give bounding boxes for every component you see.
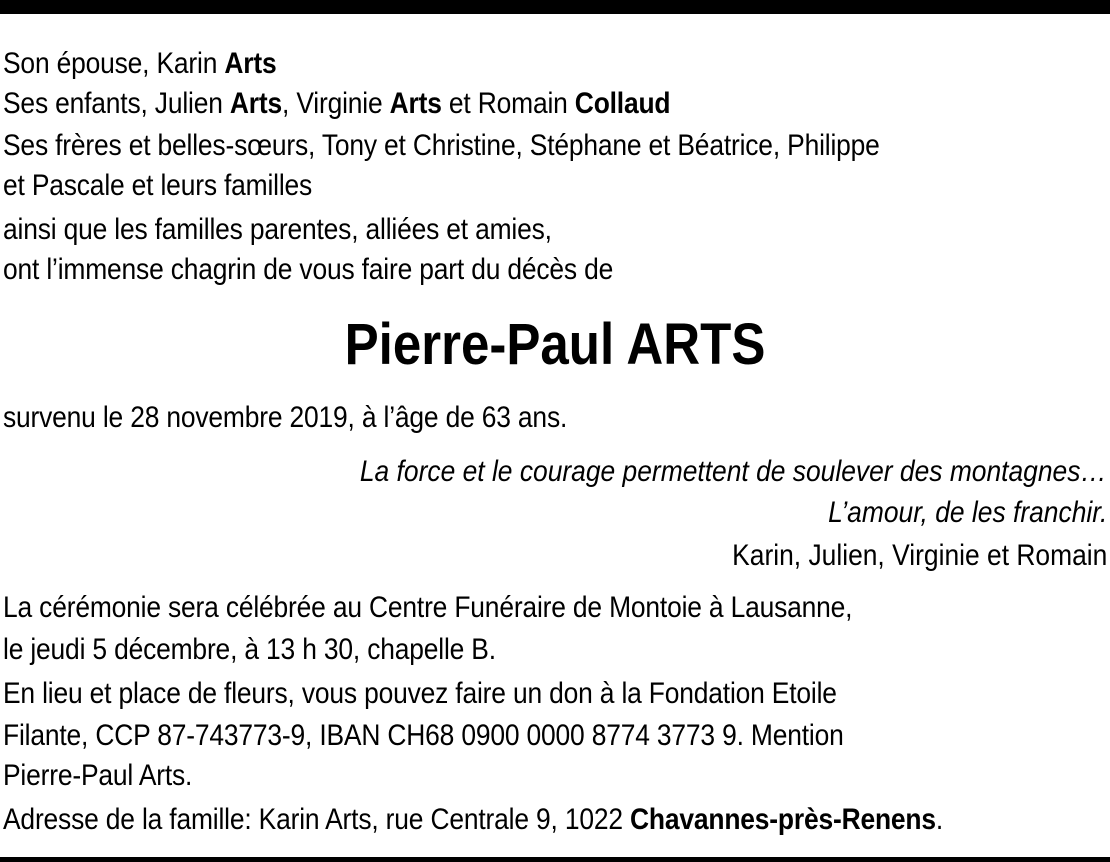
quote-signature: Karin, Julien, Virginie et Romain <box>731 539 1107 572</box>
family-line-3: Ses frères et belles-sœurs, Tony et Christine, Stéphane et Béatrice, Philippe <box>3 129 880 162</box>
death-line: survenu le 28 novembre 2019, à l’âge de 63 ans. <box>3 401 568 434</box>
deceased-name: Pierre-Paul ARTS <box>344 312 766 377</box>
quote-line-1: La force et le courage permettent de soulever des montagnes… <box>360 455 1107 488</box>
family-line-5: ainsi que les familles parentes, alliées et amies, <box>3 213 552 246</box>
family-line-4: et Pascale et leurs familles <box>3 169 313 202</box>
family-address: Adresse de la famille: Karin Arts, rue Centrale 9, 1022 Chavannes-près-Renens. <box>3 803 944 836</box>
ceremony-line-2: le jeudi 5 décembre, à 13 h 30, chapelle B. <box>3 633 496 666</box>
family-line-2: Ses enfants, Julien Arts, Virginie Arts et Romain Collaud <box>3 87 671 120</box>
family-line-1: Son épouse, Karin Arts <box>3 47 277 80</box>
bottom-rule <box>0 857 1110 862</box>
family-line-6: ont l’immense chagrin de vous faire part du décès de <box>3 253 614 286</box>
donation-line-2: Filante, CCP 87-743773-9, IBAN CH68 0900 0000 8774 3773 9. Mention <box>3 719 844 752</box>
ceremony-line-1: La cérémonie sera célébrée au Centre Funéraire de Montoie à Lausanne, <box>3 591 853 624</box>
donation-line-1: En lieu et place de fleurs, vous pouvez faire un don à la Fondation Etoile <box>3 677 837 710</box>
donation-line-3: Pierre-Paul Arts. <box>3 759 193 792</box>
top-rule <box>0 0 1110 14</box>
quote-line-2: L’amour, de les franchir. <box>827 496 1107 529</box>
